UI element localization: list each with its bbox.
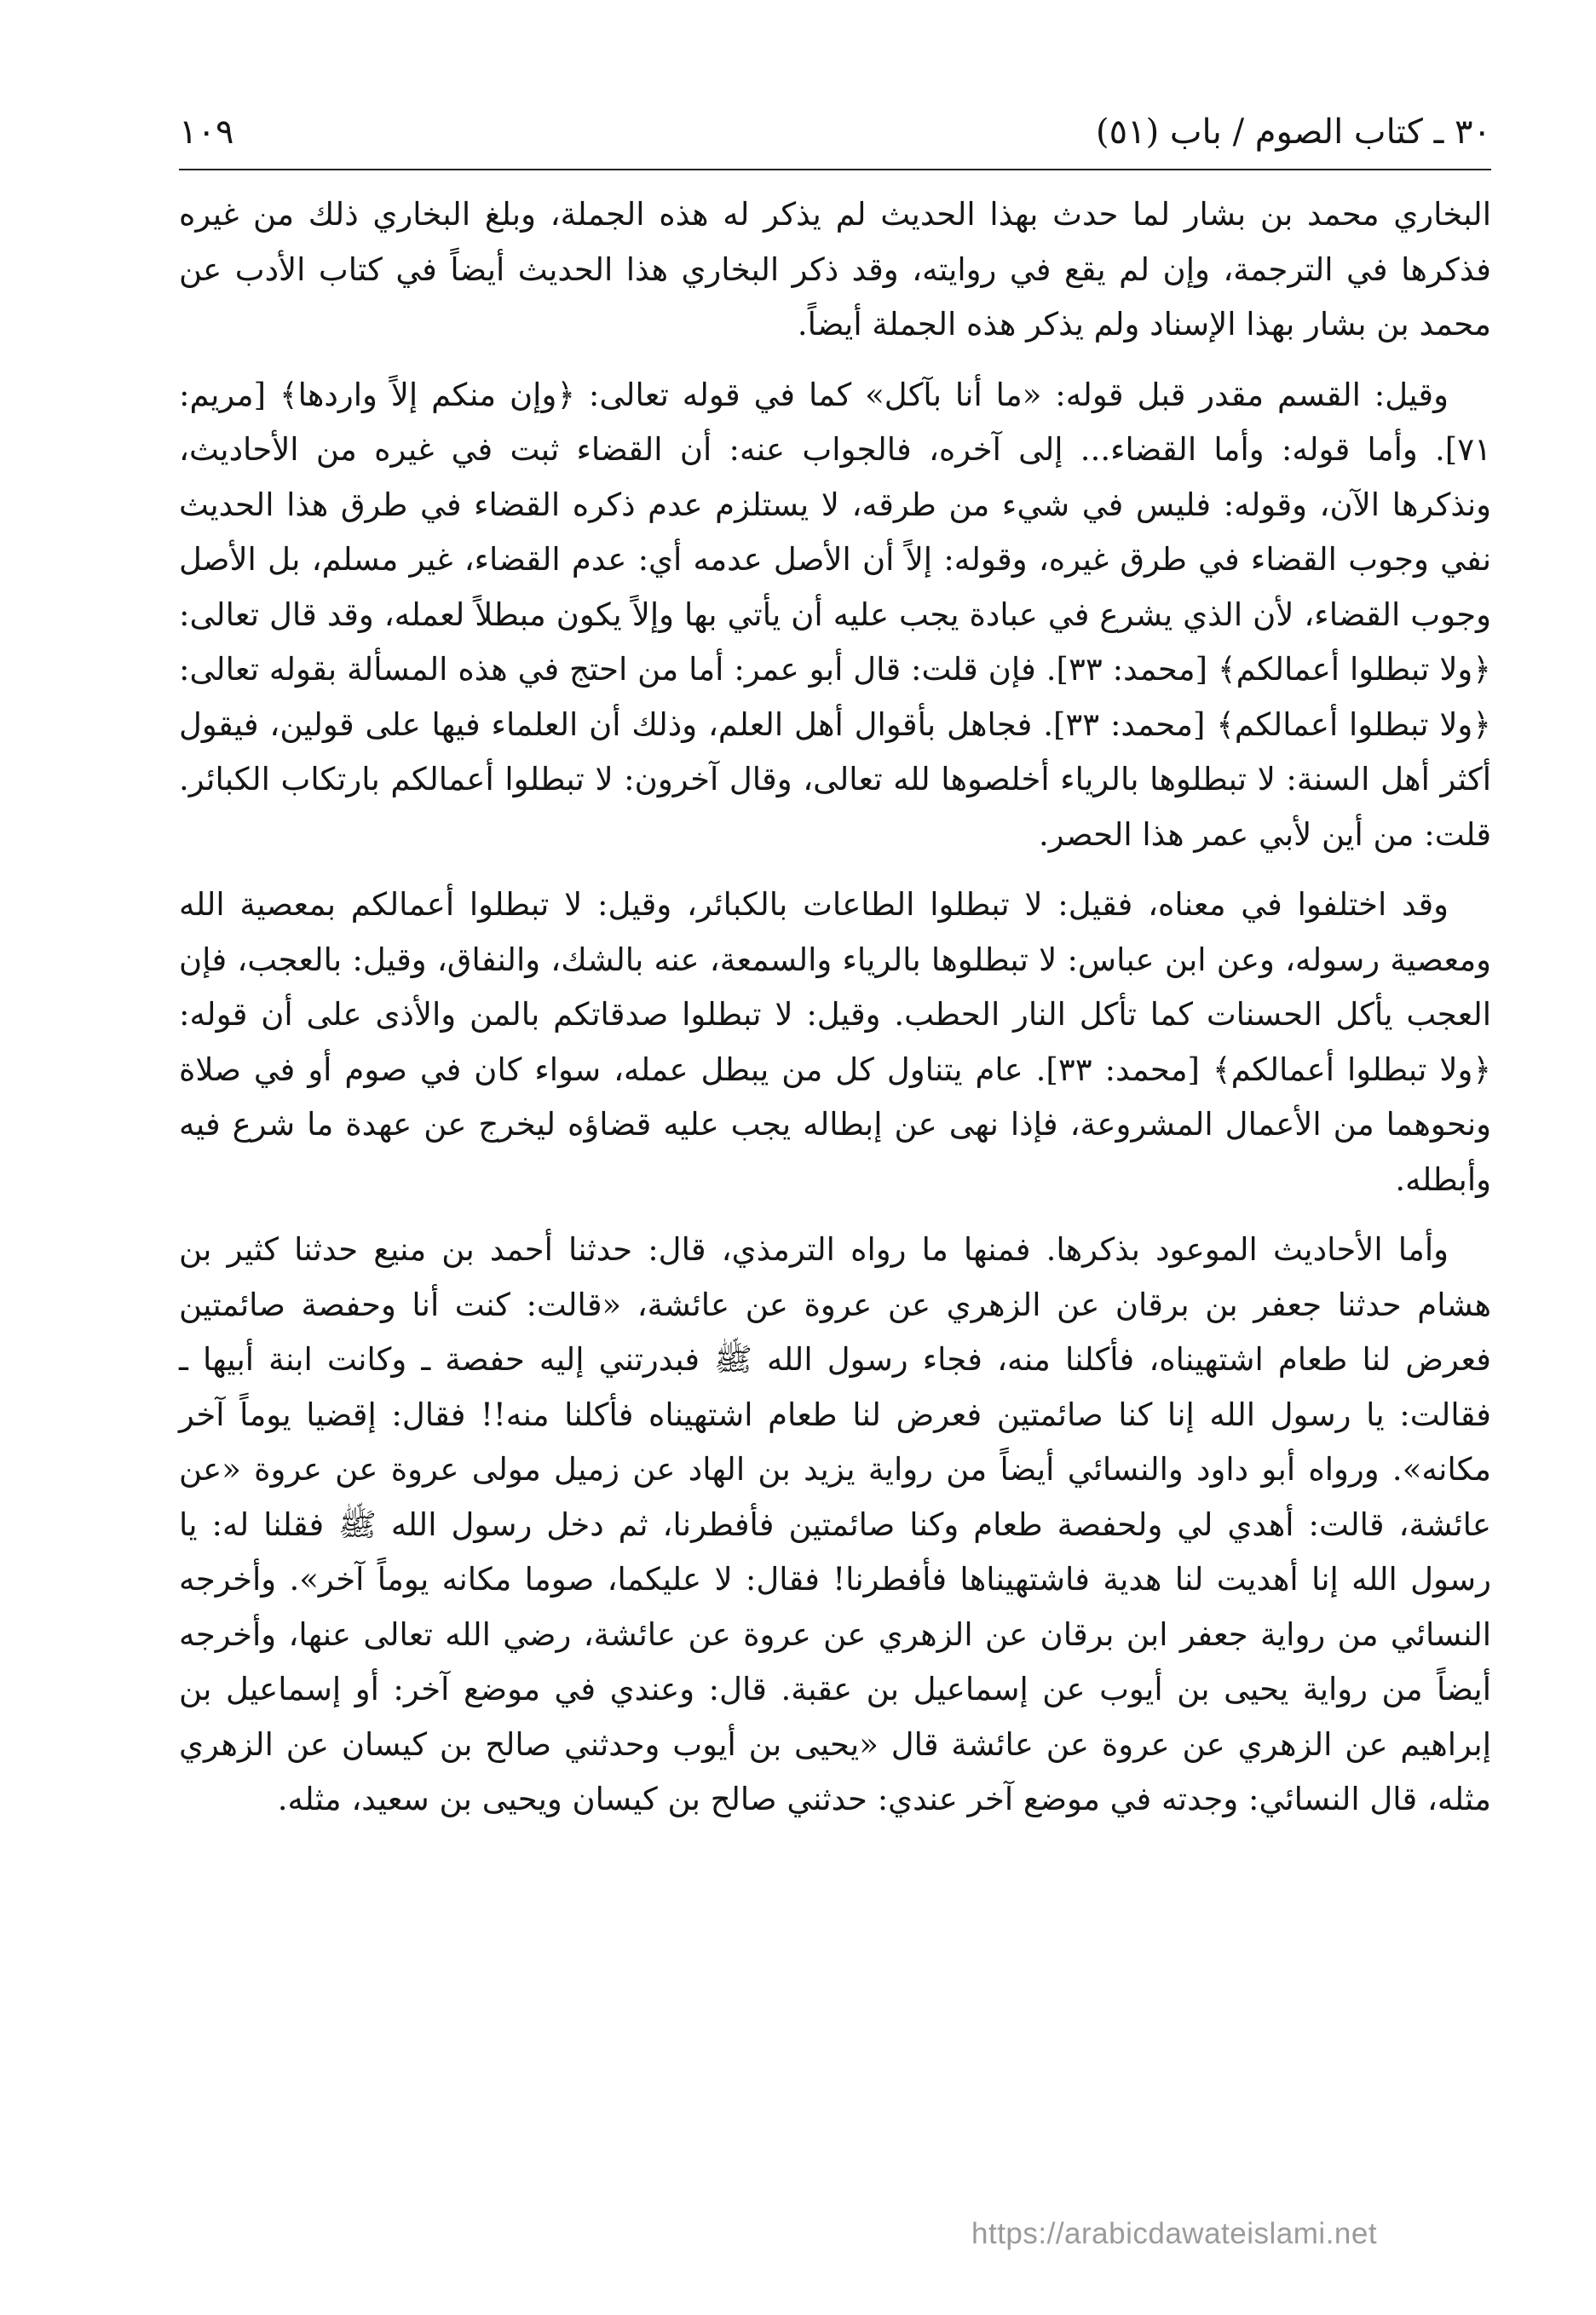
running-header — [179, 102, 1491, 162]
paragraph-2: وقيل: القسم مقدر قبل قوله: «ما أنا بآكل» كما في قوله تعالى: ﴿وإن منكم إلاً واردها﴾ [مريم: ٧١]. وأما قوله: وأما القضاء... إلى آخره، فالجواب عنه: أن القضاء ثبت في غيره من الأحاديث، ونذكرها الآن، وقوله: فليس في شيء من طرقه، لا يستلزم عدم ذكره القضاء في طرق هذا الحديث نفي وجوب القضاء في طرق غيره، وقوله: إلاً أن الأصل عدمه أي: عدم القضاء، غير مسلم، بل الأصل وجوب القضاء، لأن الذي يشرع في عبادة يجب عليه أن يأتي بها وإلاً يكون مبطلاً لعمله، وقد قال تعالى: ﴿ولا تبطلوا أعمالكم﴾ [محمد: ٣٣]. فإن قلت: قال أبو عمر: أما من احتج في هذه المسألة بقوله تعالى: ﴿ولا تبطلوا أعمالكم﴾ [محمد: ٣٣]. فجاهل بأقوال أهل العلم، وذلك أن العلماء فيها على قولين، فيقول أكثر أهل السنة: لا تبطلوها بالرياء أخلصوها لله تعالى، وقال آخرون: لا تبطلوا أعمالكم بارتكاب الكبائر. قلت: من أين لأبي عمر هذا الحصر. — [179, 376, 1491, 853]
source-watermark: https://arabicdawateislami.net — [971, 2217, 1378, 2250]
page-number: ١٠٩ — [179, 112, 234, 152]
header-rule — [179, 169, 1491, 170]
book-page — [179, 102, 1491, 2249]
paragraph-4: وأما الأحاديث الموعود بذكرها. فمنها ما رواه الترمذي، قال: حدثنا أحمد بن منيع حدثنا كثير بن هشام حدثنا جعفر بن برقان عن الزهري عن عروة عن عائشة، «قالت: كنت أنا وحفصة صائمتين فعرض لنا طعام اشتهيناه، فأكلنا منه، فجاء رسول الله ﷺ فبدرتني إليه حفصة ـ وكانت ابنة أبيها ـ فقالت: يا رسول الله إنا كنا صائمتين فعرض لنا طعام اشتهيناه فأكلنا منه!! فقال: إقضيا يوماً آخر مكانه». ورواه أبو داود والنسائي أيضاً من رواية يزيد بن الهاد عن زميل مولى عروة عن عروة «عن عائشة، قالت: أهدي لي ولحفصة طعام وكنا صائمتين فأفطرنا، ثم دخل رسول الله ﷺ فقلنا له: يا رسول الله إنا أهديت لنا هدية فاشتهيناها فأفطرنا! فقال: لا عليكما، صوما مكانه يوماً آخر». وأخرجه النسائي من رواية جعفر ابن برقان عن الزهري عن عروة عن عائشة، رضي الله تعالى عنها، وأخرجه أيضاً من رواية يحيى بن أيوب عن إسماعيل بن عقبة. قال: وعندي في موضع آخر: أو إسماعيل بن إبراهيم عن الزهري عن عروة عن عائشة قال «يحيى بن أيوب وحدثني صالح بن كيسان عن الزهري مثله، قال النسائي: وجدته في موضع آخر عندي: حدثني صالح بن كيسان ويحيى بن سعيد، مثله. — [179, 1231, 1491, 1817]
paragraph-3: وقد اختلفوا في معناه، فقيل: لا تبطلوا الطاعات بالكبائر، وقيل: لا تبطلوا أعمالكم بمعصية الله ومعصية رسوله، وعن ابن عباس: لا تبطلوها بالرياء والسمعة، عنه بالشك، والنفاق، وقيل: بالعجب، فإن العجب يأكل الحسنات كما تأكل النار الحطب. وقيل: لا تبطلوا صدقاتكم بالمن والأذى على أن قوله: ﴿ولا تبطلوا أعمالكم﴾ [محمد: ٣٣]. عام يتناول كل من يبطل عمله، سواء كان في صوم أو في صلاة ونحوهما من الأعمال المشروعة، فإذا نهى عن إبطاله يجب عليه قضاؤه ليخرج عن عهدة ما شرع فيه وأبطله. — [179, 886, 1492, 1198]
paragraph-1: البخاري محمد بن بشار لما حدث بهذا الحديث لم يذكر له هذه الجملة، وبلغ البخاري ذلك من غيره فذكرها في الترجمة، وإن لم يقع في روايته، وقد ذكر البخاري هذا الحديث أيضاً في كتاب الأدب عن محمد بن بشار بهذا الإسناد ولم يذكر هذه الجملة أيضاً. — [179, 196, 1491, 343]
body-text — [179, 187, 1491, 1843]
chapter-title: ٣٠ ـ كتاب الصوم / باب (٥١) — [1096, 112, 1491, 152]
